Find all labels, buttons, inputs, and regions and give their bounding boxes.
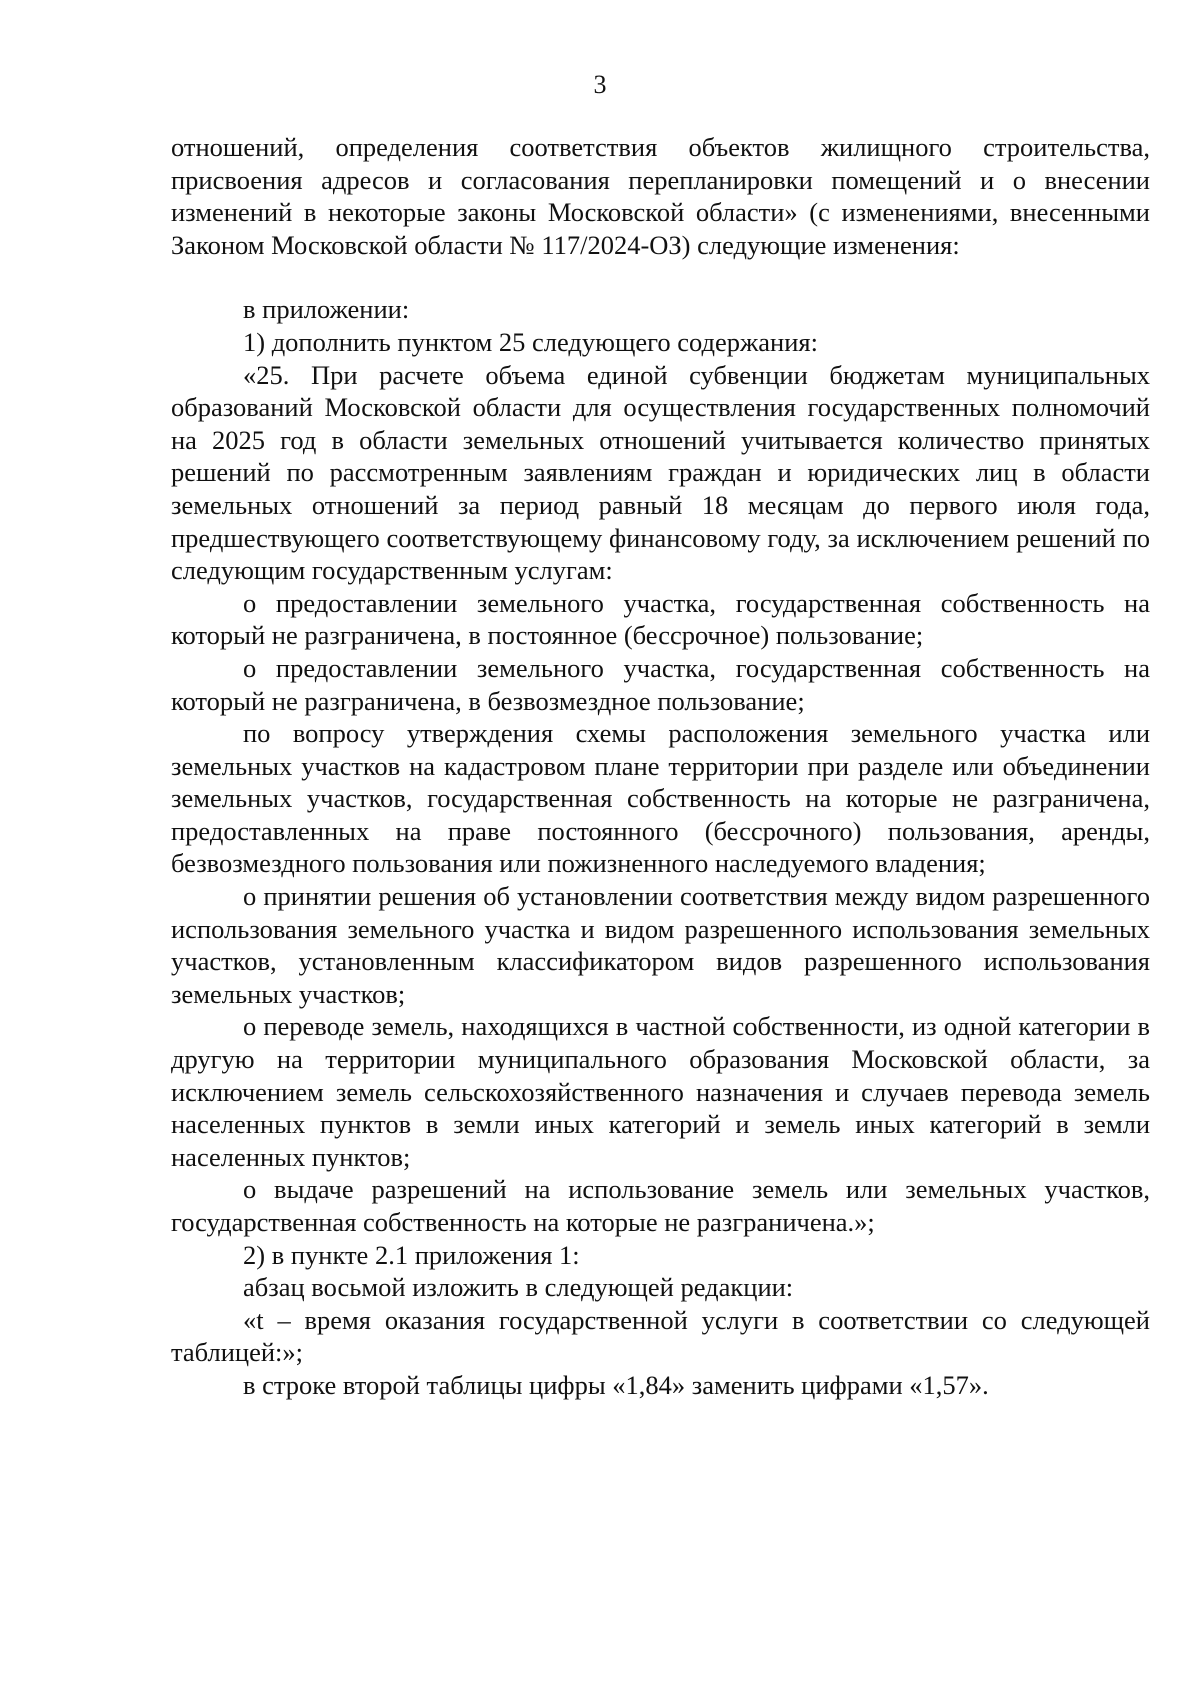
- paragraph-eighth-clause: абзац восьмой изложить в следующей редакции:: [243, 1272, 794, 1303]
- paragraph-in-appendix: в приложении:: [243, 294, 410, 325]
- paragraph-item-2: 2) в пункте 2.1 приложения 1:: [243, 1239, 580, 1270]
- paragraph-continuation: отношений, определения соответствия объектов жилищного строительства, присвоения адресов и согласования перепланировки помещений и о внесении изменений в некоторые законы Московской области» (с изменениями, внесенными Законом Московской области № 117/2024-ОЗ) следующие изменения:: [171, 132, 1150, 260]
- paragraph-service-6: о выдаче разрешений на использование земель или земельных участков, государственная собственность на которые не разграничена.»;: [171, 1174, 1150, 1237]
- page-number: 3: [593, 70, 607, 99]
- paragraph-service-2: о предоставлении земельного участка, государственная собственность на который не разграничена, в безвозмездное пользование;: [171, 652, 1150, 716]
- paragraph-table-change: в строке второй таблицы цифры «1,84» заменить цифрами «1,57».: [243, 1369, 989, 1400]
- paragraph-service-1: о предоставлении земельного участка, государственная собственность на который не разграничена, в постоянное (бессрочное) пользование;: [171, 587, 1150, 651]
- paragraph-item-1: 1) дополнить пунктом 25 следующего содержания:: [243, 326, 818, 357]
- document-body: [171, 131, 1150, 1402]
- paragraph-point-25: «25. При расчете объема единой субвенции бюджетам муниципальных образований Московской области для осуществления государственных полномочий на 2025 год в области земельных отношений учитывается количество принятых решений по рассмотренным заявлениям граждан и юридических лиц в области земельных отношений за период равный 18 месяцам до первого июля года, предшествующего соответствующему финансовому году, за исключением решений по следующим государственным услугам:: [171, 359, 1150, 586]
- paragraph-service-3: по вопросу утверждения схемы расположения земельного участка или земельных участков на кадастровом плане территории при разделе или объединении земельных участков, государственная собственность на которые не разграничена, предоставленных на праве постоянного (бессрочного) пользования, аренды, безвозмездного пользования или пожизненного наследуемого владения;: [171, 718, 1150, 879]
- paragraph-time-definition: «t – время оказания государственной услуги в соответствии со следующей таблицей:»;: [171, 1304, 1150, 1368]
- paragraph-service-5: о переводе земель, находящихся в частной собственности, из одной категории в другую на территории муниципального образования Московской области, за исключением земель сельскохозяйственного назначения и случаев перевода земель населенных пунктов в земли иных категорий и земель иных категорий в земли населенных пунктов;: [171, 1011, 1150, 1172]
- paragraph-service-4: о принятии решения об установлении соответствия между видом разрешенного использования земельного участка и видом разрешенного использования земельных участков, установленным классификатором видов разрешенного использования земельных участков;: [171, 881, 1150, 1009]
